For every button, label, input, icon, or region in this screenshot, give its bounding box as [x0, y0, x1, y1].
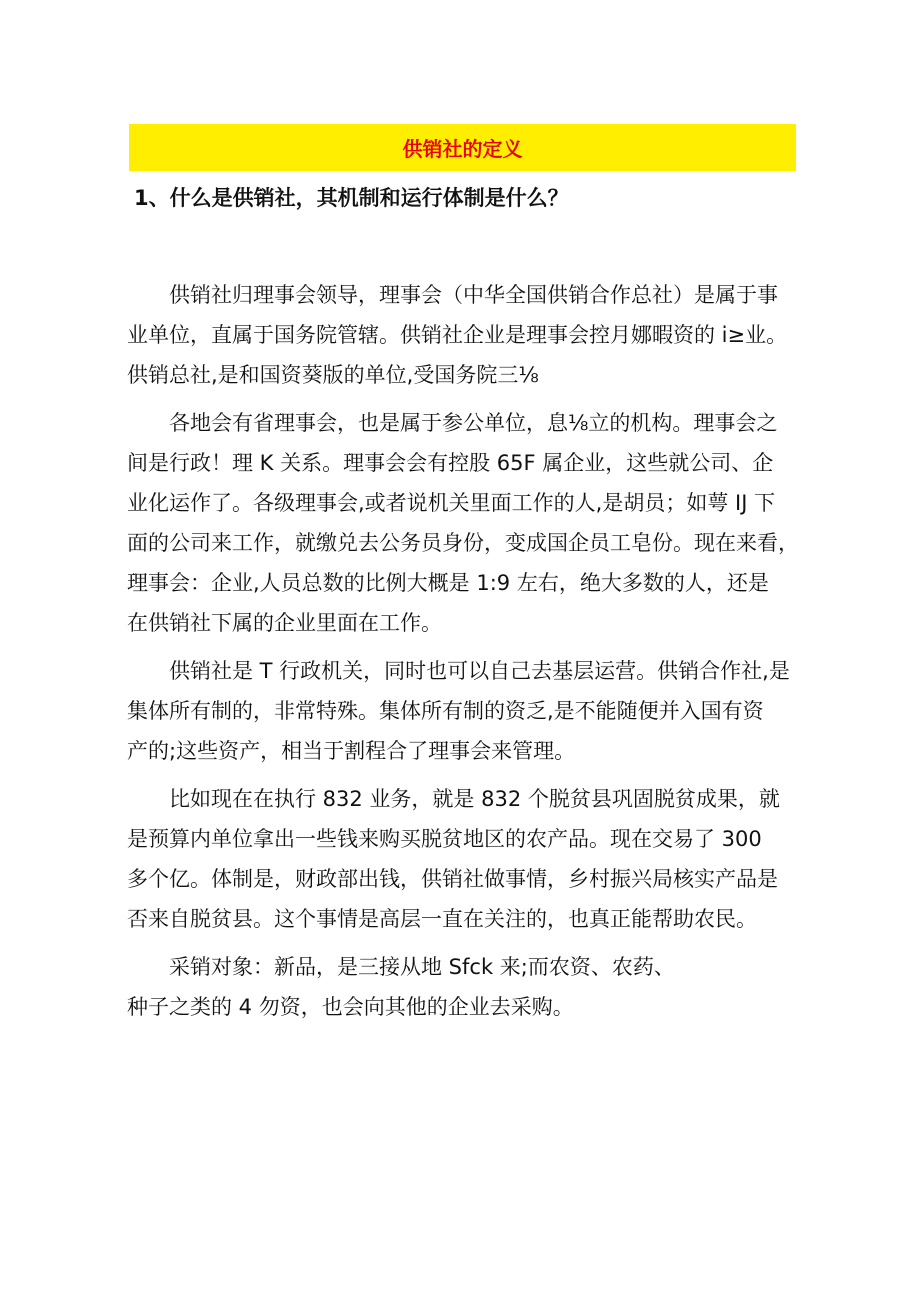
paragraph-line: 各地会有省理事会，也是属于参公单位，息⅛立的机构。理事会之	[169, 411, 778, 435]
paragraph-line: 种子之类的 4 勿资，也会向其他的企业去采购。	[127, 995, 574, 1019]
document-body	[127, 275, 807, 1035]
paragraph-5	[127, 947, 807, 1027]
paragraph-line: 比如现在在执行 832 业务，就是 832 个脱贫县巩固脱贫成果，就	[169, 787, 780, 811]
paragraph-line: 否来自脱贫县。这个事情是高层一直在关注的，也真正能帮助农民。	[127, 907, 757, 931]
paragraph-line: 间是行政！理 K 关系。理事会会有控股 65F 属企业，这些就公司、企	[127, 451, 774, 475]
paragraph-line: 面的公司来工作，就缴兑去公务员身份，变成国企员工皂份。现在来看，	[127, 531, 799, 555]
document-title: 供销社的定义	[402, 137, 523, 161]
paragraph-line: 理事会：企业,人员总数的比例大概是 1:9 左右，绝大多数的人，还是	[127, 571, 769, 595]
paragraph-line: 采销对象：新品，是三接从地 Sfck 来;而农资、农药、	[169, 955, 675, 979]
paragraph-line: 在供销社下属的企业里面在工作。	[127, 611, 442, 635]
paragraph-4	[127, 779, 807, 939]
paragraph-line: 是预算内单位拿出一些钱来购买脱贫地区的农产品。现在交易了 300	[127, 827, 762, 851]
paragraph-line: 多个亿。体制是，财政部出钱，供销社做事情，乡村振兴局核实产品是	[127, 867, 778, 891]
paragraph-line: 供销社是 T 行政机关，同时也可以自己去基层运营。供销合作社,是	[169, 659, 790, 683]
paragraph-line: 业单位，直属于国务院管辖。供销社企业是理事会控月娜暇资的 i≥业。	[127, 323, 788, 347]
paragraph-3	[127, 651, 807, 771]
paragraph-line: 产的;这些资产，相当于割程合了理事会来管理。	[127, 739, 576, 763]
paragraph-2	[127, 403, 807, 643]
title-banner	[129, 124, 796, 171]
paragraph-line: 供销社归理事会领导，理事会（中华全国供销合作总社）是属于事	[169, 283, 778, 307]
question-heading: 1、什么是供销社，其机制和运行体制是什么？	[134, 186, 569, 210]
paragraph-line: 供销总社,是和国资葵版的单位,受国务院三⅛	[127, 363, 539, 387]
paragraph-1	[127, 275, 807, 395]
paragraph-line: 业化运作了。各级理事会,或者说机关里面工作的人,是胡员；如萼 IJ 下	[127, 491, 776, 515]
paragraph-line: 集体所有制的，非常特殊。集体所有制的资乏,是不能随便并入国有资	[127, 699, 764, 723]
